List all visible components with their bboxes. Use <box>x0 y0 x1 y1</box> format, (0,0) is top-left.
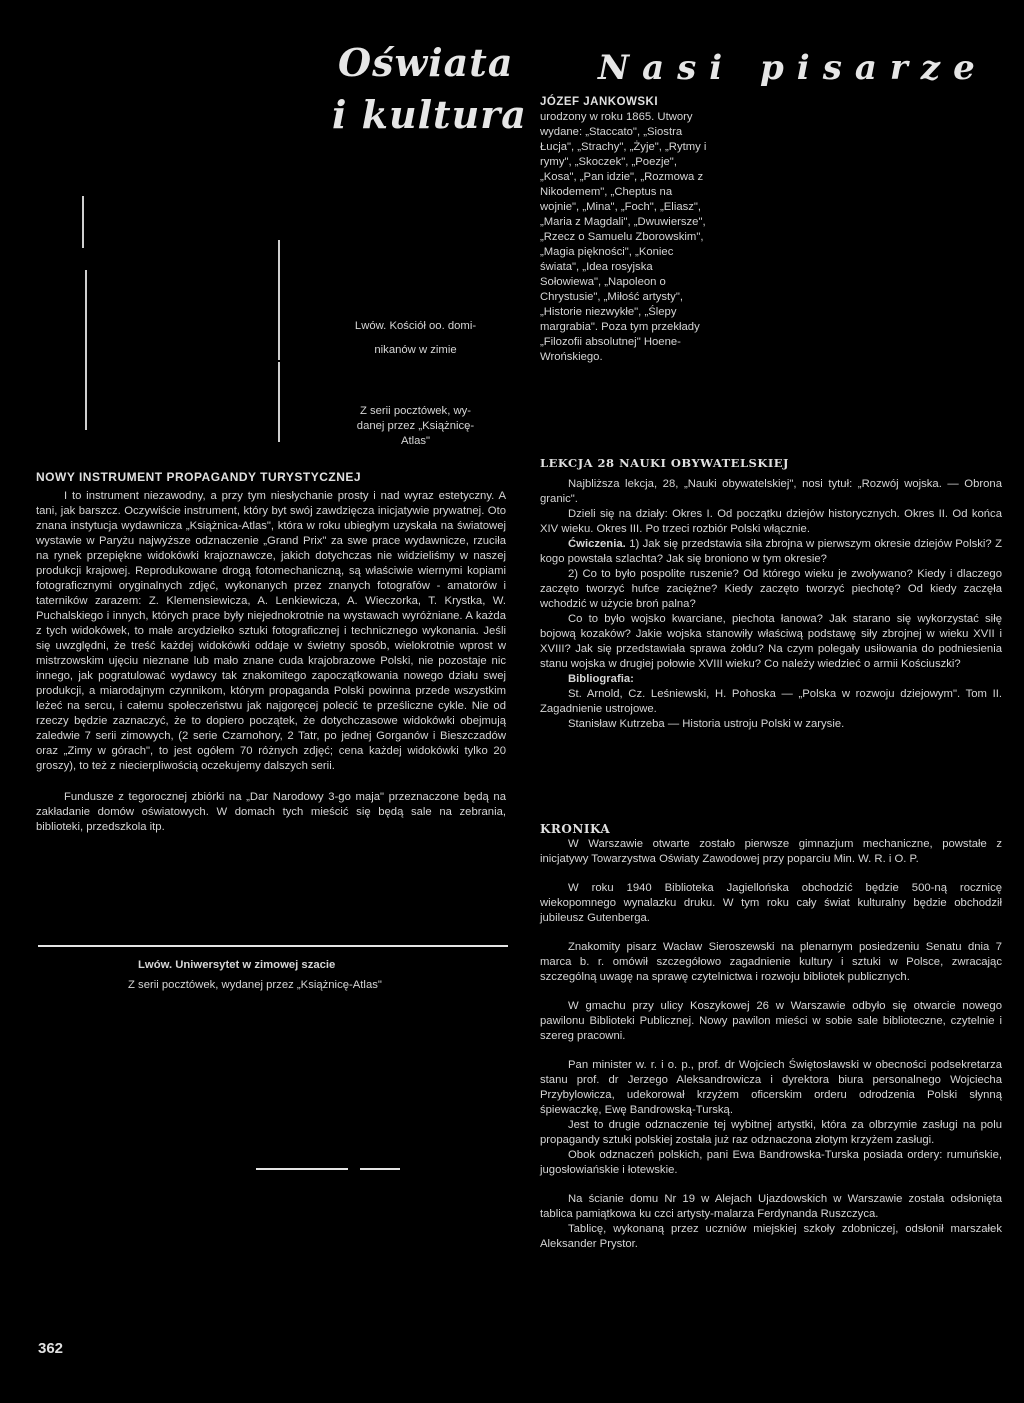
writers-section <box>540 95 712 365</box>
photo2-caption <box>80 958 508 992</box>
credit-line: Z serii pocztówek, wy- <box>359 405 472 417</box>
chronicle-item: Znakomity pisarz Wacław Sieroszewski na plenarnym posiedzeniu Senatu dnia 7 marca b. r. omówił szczegółowo zagadnienie kultury i sztuki w Polsce, zwracając szczególną uwagę na sprawę czytelnictwa i rozwoju bibliotek publicznych. <box>540 941 1002 983</box>
lesson-title: LEKCJA 28 NAUKI OBYWATELSKIEJ <box>540 456 789 470</box>
caption-line: nikanów w zimie <box>374 344 457 356</box>
chronicle-item: W roku 1940 Biblioteka Jagiellońska obchodzić będzie 500-ną rocznicę wiekopomnego wynalazku druku. W tym roku cały świat kulturalny będzie obchodził jubileusz Gutenberga. <box>540 882 1002 924</box>
photo-edge <box>82 196 84 248</box>
lesson-exercise-1 <box>540 537 1002 567</box>
bibliography-label: Bibliografia: <box>568 673 634 685</box>
lesson-exercise-3: Co to było wojsko kwarciane, piechota łanowa? Jak starano się wykorzystać siłę bojową kozaków? Jakie wojska stanowiły właściwą podstawę siły zbrojnej w wieku XVII i XVIII? Jak się przedstawiała sprawa żołdu? Na czym polegały usiłowania do podniesienia stanu wojska w drugiej połowie XVIII wieku? Co należy wiedzieć o armii Kościuszki? <box>540 613 1002 670</box>
bibliography-item: St. Arnold, Cz. Leśniewski, H. Pohoska — „Polska w rozwoju dziejowym". Tom II. Zagadnienie ustrojowe. <box>540 688 1002 715</box>
article-title: NOWY INSTRUMENT PROPAGANDY TURYSTYCZNEJ <box>36 470 362 484</box>
writer-bio: urodzony w roku 1865. Utwory wydane: „Staccato", „Siostra Łucja", „Strachy", „Żyje", „Rytmy i rymy", „Skoczek", „Poezje", „Kosa", „Pan idzie", „Rozmowa z Nikodemem", „Cheptus na wojnie", „Mina", „Foch", „Eliasz", „Maria z Magdali", „Dwuwiersze", „Rzecz o Samuelu Zborowskim", „Magia piękności", „Koniec świata", „Idea rosyjska Sołowiewa", „Napoleon o Chrystusie", „Miłość artysty", „Historie niezwykłe", „Ślepy margrabia". Poza tym przekłady „Filozofii absolutnej" Hoene-Wrońskiego. <box>540 111 707 363</box>
bibliography-item: Stanisław Kutrzeba — Historia ustroju Polski w zarysie. <box>568 718 845 730</box>
caption-line: Lwów. Kościół oo. domi- <box>354 320 477 332</box>
chronicle-item: Pan minister w. r. i o. p., prof. dr Wojciech Świętosławski w obecności podsekretarza stanu prof. dr Jerzego Aleksandrowicza i dyrektora biura personalnego Wojciecha Przybylowicza, udekorował krzyżem oficerskim orderu odrodzenia Polski słynną śpiewaczkę, Ewę Bandrowską-Turską. <box>540 1059 1002 1116</box>
photo-edge <box>85 270 87 430</box>
education-title-line2: i kultura <box>332 92 527 137</box>
photo2-edge <box>256 1168 348 1170</box>
funds-notice: Fundusze z tegorocznej zbiórki na „Dar Narodowy 3-go maja" przeznaczone będą na zakładanie domów oświatowych. W domach tych mieścić się będą sale na zebrania, biblioteki, przedszkola itp. <box>36 791 506 833</box>
chronicle-item: Jest to drugie odznaczenie tej wybitnej artystki, która za olbrzymie zasługi na polu propagandy sztuki polskiej została już raz odznaczona złotym krzyżem zasługi. <box>540 1119 1002 1146</box>
chronicle-item: Obok odznaczeń polskich, pani Ewa Bandrowska-Turska posiada ordery: rumuńskie, jugosłowiańskie i łotewskie. <box>540 1149 1002 1176</box>
writers-title: Nasi pisarze <box>598 48 988 88</box>
tourism-article <box>36 470 506 835</box>
chronicle-item: Tablicę, wykonaną przez uczniów miejskiej szkoły zdobniczej, odsłonił marszałek Aleksander Prystor. <box>540 1223 1002 1250</box>
photo-edge <box>278 362 280 442</box>
photo2-credit-line: Z serii pocztówek, wydanej przez „Książnicę-Atlas" <box>128 979 382 991</box>
chronicle-item: W gmachu przy ulicy Koszykowej 26 w Warszawie odbyło się otwarcie nowego pawilonu Biblioteki Publicznej. Nowy pawilon mieści w sobie sale biblioteczne, czytelnie i szereg pracowni. <box>540 1000 1002 1042</box>
chronicle-section <box>540 822 1002 1252</box>
page-number: 362 <box>38 1340 64 1357</box>
chronicle-item: Na ścianie domu Nr 19 w Alejach Ujazdowskich w Warszawie została odsłonięta tablica pamiątkowa ku czci artysty-malarza Ferdynanda Ruszczyca. <box>540 1193 1002 1220</box>
lesson-section <box>540 456 1002 732</box>
lesson-exercise-2: 2) Co to było pospolite ruszenie? Od którego wieku je zwoływano? Kiedy i dlaczego zaczęto tworzyć hufce zaciężne? Kiedy zaczęto tworzyć piechotę? Od kiedy zaczęła wchodzić w użycie broń palna? <box>540 568 1002 610</box>
credit-line: danej przez „Książnicę- <box>356 420 475 432</box>
chronicle-item: W Warszawie otwarte zostało pierwsze gimnazjum mechaniczne, powstałe z inicjatywy Towarzystwa Oświaty Zawodowej przy poparciu Min. W. R. i O. P. <box>540 838 1002 865</box>
exercises-label: Ćwiczenia. <box>568 538 626 550</box>
photo1-credit <box>318 404 513 449</box>
education-title-line1: Oświata <box>338 40 514 85</box>
church-photo <box>60 180 330 450</box>
writer-name: JÓZEF JANKOWSKI <box>540 96 659 108</box>
lesson-intro: Najbliższa lekcja, 28, „Nauki obywatelskiej", nosi tytuł: „Rozwój wojska. — Obrona granic". <box>540 478 1002 505</box>
photo-edge <box>278 240 280 360</box>
photo1-caption <box>318 316 513 360</box>
lesson-divisions: Dzieli się na działy: Okres I. Od początku dziejów historycznych. Okres II. Od końca XIV wieku. Okres III. Po trzeci rozbiór Polski włącznie. <box>540 508 1002 535</box>
photo2-caption-line: Lwów. Uniwersytet w zimowej szacie <box>138 959 336 971</box>
separator-line <box>38 945 508 947</box>
photo2-edge <box>360 1168 400 1170</box>
exercise-text: 1) Jak się przedstawia siła zbrojna w pierwszym okresie dziejów Polski? Z kogo powstała szlachta? Jak się broniono w tym okresie? <box>540 538 1003 565</box>
credit-line: Atlas" <box>400 435 431 447</box>
chronicle-title: KRONIKA <box>540 822 611 836</box>
article-body: I to instrument niezawodny, a przy tym niesłychanie prosty i nad wyraz estetyczny. A tani, jak barszcz. Oczywiście instrument, który byt swój zawdzięcza inicjatywie prywatnej. Oto znana instytucja wydawnicza „Książnica-Atlas", która w roku ubiegłym uzyskała na światowej wystawie w Paryżu najwyższe odznaczenie „Grand Prix" za swe prace wydawnicze, rzuciła na rynek przepiękne widokówki krajoznawcze, jakich dotychczas nie widzieliśmy w naszej produkcji krajowej. Reprodukowane drogą fotomechaniczną, są właściwie wiernymi kopiami fotograficznymi oryginalnych zdjęć, wykonanych przez znanych fotografów - amatorów i taterników zarazem: Z. Klemensiewicza, A. Lenkiewicza, A. Wieczorka, T. Krystka, W. Puchalskiego i innych, których prace były niejednokrotnie na wystawach wyróżniane. A każda z tych widokówek, to małe arcydziełko sztuki fotograficznej i technicznego wykonania. Jeśli się uwzględni, że treść każdej widokówki oddaje w świetny sposób, wielokrotnie wprost w mistrzowskim ujęciu nieznane lub mało znane cuda krajobrazowe Polski, nie pozostaje nic innego, jak pogratulować wydawcy tak znakomitego zapoczątkowania nowego działu swej produkcji, a miarodajnym czynnikom, którym propaganda Polski powinna przede wszystkim leżeć na sercu, i całemu społeczeństwu jak najgoręcej polecić te prześliczne cykle. Nie od rzeczy będzie zaznaczyć, że to dopiero początek, że dotychczasowe widokówki obejmują zaledwie 7 serii zimowych, (2 serie Czarnohory, 2 Tatr, po jednej Gorganów i Bieszczadów oraz „Zimy w górach", to jest ogółem 70 różnych zdjęć; cena każdej widokówki tylko 20 groszy), to też z niecierpliwością oczekujemy dalszych serii. <box>36 490 506 772</box>
